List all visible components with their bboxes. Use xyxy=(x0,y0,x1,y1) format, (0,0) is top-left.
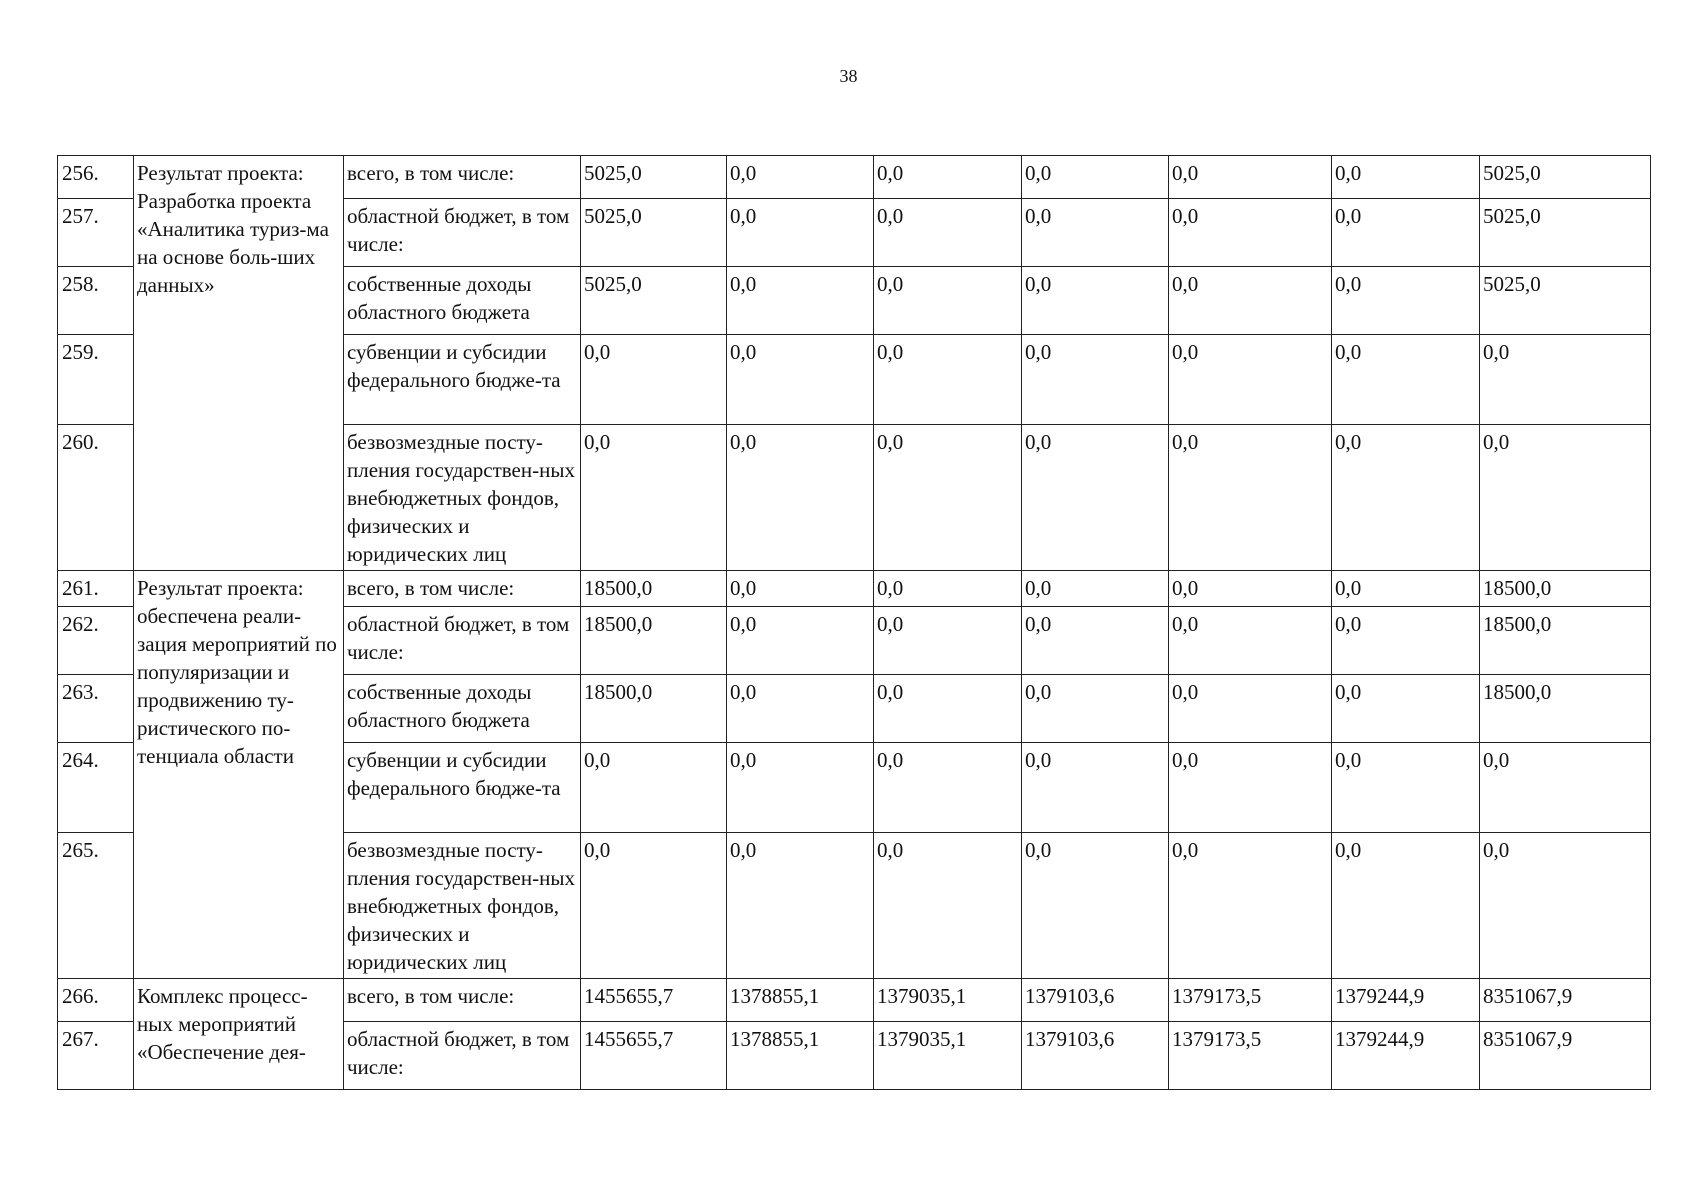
page-number: 38 xyxy=(839,66,858,86)
amount-cell: 0,0 xyxy=(1169,425,1332,571)
amount-cell: 0,0 xyxy=(1022,675,1169,743)
amount-cell: 0,0 xyxy=(1169,571,1332,607)
amount-cell: 5025,0 xyxy=(1480,156,1651,199)
amount-cell: 0,0 xyxy=(874,199,1022,267)
amount-cell: 1379035,1 xyxy=(874,979,1022,1022)
funding-source: всего, в том числе: xyxy=(344,571,581,607)
amount-cell: 1379244,9 xyxy=(1332,979,1480,1022)
table-row xyxy=(58,571,1651,607)
table-row xyxy=(58,156,1651,199)
row-number: 262. xyxy=(58,607,134,675)
amount-cell: 1378855,1 xyxy=(727,1022,874,1090)
amount-cell: 1455655,7 xyxy=(581,1022,727,1090)
amount-cell: 0,0 xyxy=(1022,267,1169,335)
funding-source: областной бюджет, в том числе: xyxy=(344,1022,581,1090)
amount-cell: 0,0 xyxy=(874,833,1022,979)
amount-cell: 0,0 xyxy=(1480,335,1651,425)
amount-cell: 0,0 xyxy=(727,156,874,199)
amount-cell: 0,0 xyxy=(727,571,874,607)
row-number: 266. xyxy=(58,979,134,1022)
amount-cell: 0,0 xyxy=(1480,743,1651,833)
amount-cell: 0,0 xyxy=(581,335,727,425)
row-number: 263. xyxy=(58,675,134,743)
amount-cell: 5025,0 xyxy=(581,267,727,335)
amount-cell: 1379103,6 xyxy=(1022,1022,1169,1090)
row-number: 259. xyxy=(58,335,134,425)
amount-cell: 0,0 xyxy=(581,743,727,833)
amount-cell: 8351067,9 xyxy=(1480,979,1651,1022)
amount-cell: 18500,0 xyxy=(1480,571,1651,607)
funding-source: собственные доходы областного бюджета xyxy=(344,675,581,743)
amount-cell: 0,0 xyxy=(1332,425,1480,571)
amount-cell: 18500,0 xyxy=(581,571,727,607)
amount-cell: 0,0 xyxy=(1480,425,1651,571)
amount-cell: 18500,0 xyxy=(1480,607,1651,675)
amount-cell: 0,0 xyxy=(1480,833,1651,979)
funding-source: собственные доходы областного бюджета xyxy=(344,267,581,335)
amount-cell: 0,0 xyxy=(1332,267,1480,335)
amount-cell: 0,0 xyxy=(1169,743,1332,833)
amount-cell: 1379173,5 xyxy=(1169,979,1332,1022)
amount-cell: 0,0 xyxy=(1022,425,1169,571)
amount-cell: 0,0 xyxy=(1022,607,1169,675)
amount-cell: 0,0 xyxy=(1022,199,1169,267)
amount-cell: 0,0 xyxy=(727,425,874,571)
amount-cell: 0,0 xyxy=(1169,675,1332,743)
amount-cell: 0,0 xyxy=(1022,335,1169,425)
amount-cell: 0,0 xyxy=(727,607,874,675)
funding-source: всего, в том числе: xyxy=(344,979,581,1022)
row-number: 264. xyxy=(58,743,134,833)
amount-cell: 18500,0 xyxy=(581,607,727,675)
amount-cell: 0,0 xyxy=(874,571,1022,607)
amount-cell: 0,0 xyxy=(1169,199,1332,267)
amount-cell: 5025,0 xyxy=(1480,267,1651,335)
amount-cell: 0,0 xyxy=(1332,571,1480,607)
amount-cell: 1379035,1 xyxy=(874,1022,1022,1090)
amount-cell: 0,0 xyxy=(1169,335,1332,425)
amount-cell: 0,0 xyxy=(727,675,874,743)
amount-cell: 0,0 xyxy=(874,335,1022,425)
amount-cell: 0,0 xyxy=(1169,267,1332,335)
amount-cell: 1379244,9 xyxy=(1332,1022,1480,1090)
budget-table xyxy=(57,155,1651,1090)
amount-cell: 0,0 xyxy=(1332,675,1480,743)
row-number: 260. xyxy=(58,425,134,571)
amount-cell: 0,0 xyxy=(1169,156,1332,199)
row-number: 256. xyxy=(58,156,134,199)
funding-source: субвенции и субсидии федерального бюдже-та xyxy=(344,335,581,425)
row-number: 258. xyxy=(58,267,134,335)
funding-source: всего, в том числе: xyxy=(344,156,581,199)
amount-cell: 0,0 xyxy=(727,833,874,979)
funding-source: безвозмездные посту-пления государствен-ных внебюджетных фондов, физических и юридических лиц xyxy=(344,833,581,979)
amount-cell: 0,0 xyxy=(1022,156,1169,199)
amount-cell: 0,0 xyxy=(874,425,1022,571)
amount-cell: 0,0 xyxy=(1332,607,1480,675)
amount-cell: 0,0 xyxy=(874,675,1022,743)
amount-cell: 1379173,5 xyxy=(1169,1022,1332,1090)
amount-cell: 0,0 xyxy=(874,267,1022,335)
funding-source: субвенции и субсидии федерального бюдже-та xyxy=(344,743,581,833)
amount-cell: 0,0 xyxy=(1022,571,1169,607)
amount-cell: 18500,0 xyxy=(581,675,727,743)
amount-cell: 0,0 xyxy=(874,156,1022,199)
amount-cell: 0,0 xyxy=(1169,833,1332,979)
amount-cell: 5025,0 xyxy=(581,199,727,267)
amount-cell: 0,0 xyxy=(1022,833,1169,979)
amount-cell: 1379103,6 xyxy=(1022,979,1169,1022)
funding-source: безвозмездные посту-пления государствен-ных внебюджетных фондов, физических и юридических лиц xyxy=(344,425,581,571)
amount-cell: 0,0 xyxy=(1332,833,1480,979)
amount-cell: 1455655,7 xyxy=(581,979,727,1022)
amount-cell: 18500,0 xyxy=(1480,675,1651,743)
table-row xyxy=(58,979,1651,1022)
amount-cell: 0,0 xyxy=(1332,156,1480,199)
row-number: 257. xyxy=(58,199,134,267)
row-number: 267. xyxy=(58,1022,134,1090)
amount-cell: 0,0 xyxy=(581,833,727,979)
amount-cell: 0,0 xyxy=(1022,743,1169,833)
amount-cell: 0,0 xyxy=(1332,743,1480,833)
amount-cell: 0,0 xyxy=(581,425,727,571)
funding-source: областной бюджет, в том числе: xyxy=(344,607,581,675)
amount-cell: 0,0 xyxy=(727,335,874,425)
row-number: 261. xyxy=(58,571,134,607)
amount-cell: 0,0 xyxy=(1332,335,1480,425)
amount-cell: 0,0 xyxy=(1169,607,1332,675)
project-name: Результат проекта: Разработка проекта «Аналитика туриз-ма на основе боль-ших данных» xyxy=(134,156,344,571)
amount-cell: 8351067,9 xyxy=(1480,1022,1651,1090)
amount-cell: 0,0 xyxy=(727,267,874,335)
row-number: 265. xyxy=(58,833,134,979)
amount-cell: 0,0 xyxy=(1332,199,1480,267)
funding-source: областной бюджет, в том числе: xyxy=(344,199,581,267)
amount-cell: 5025,0 xyxy=(581,156,727,199)
project-name: Комплекс процесс-ных мероприятий «Обеспечение дея- xyxy=(134,979,344,1090)
amount-cell: 1378855,1 xyxy=(727,979,874,1022)
amount-cell: 5025,0 xyxy=(1480,199,1651,267)
amount-cell: 0,0 xyxy=(874,607,1022,675)
amount-cell: 0,0 xyxy=(727,199,874,267)
amount-cell: 0,0 xyxy=(874,743,1022,833)
amount-cell: 0,0 xyxy=(727,743,874,833)
project-name: Результат проекта: обеспечена реали-зация мероприятий по популяризации и продвижению ту-ристического по-тенциала области xyxy=(134,571,344,979)
